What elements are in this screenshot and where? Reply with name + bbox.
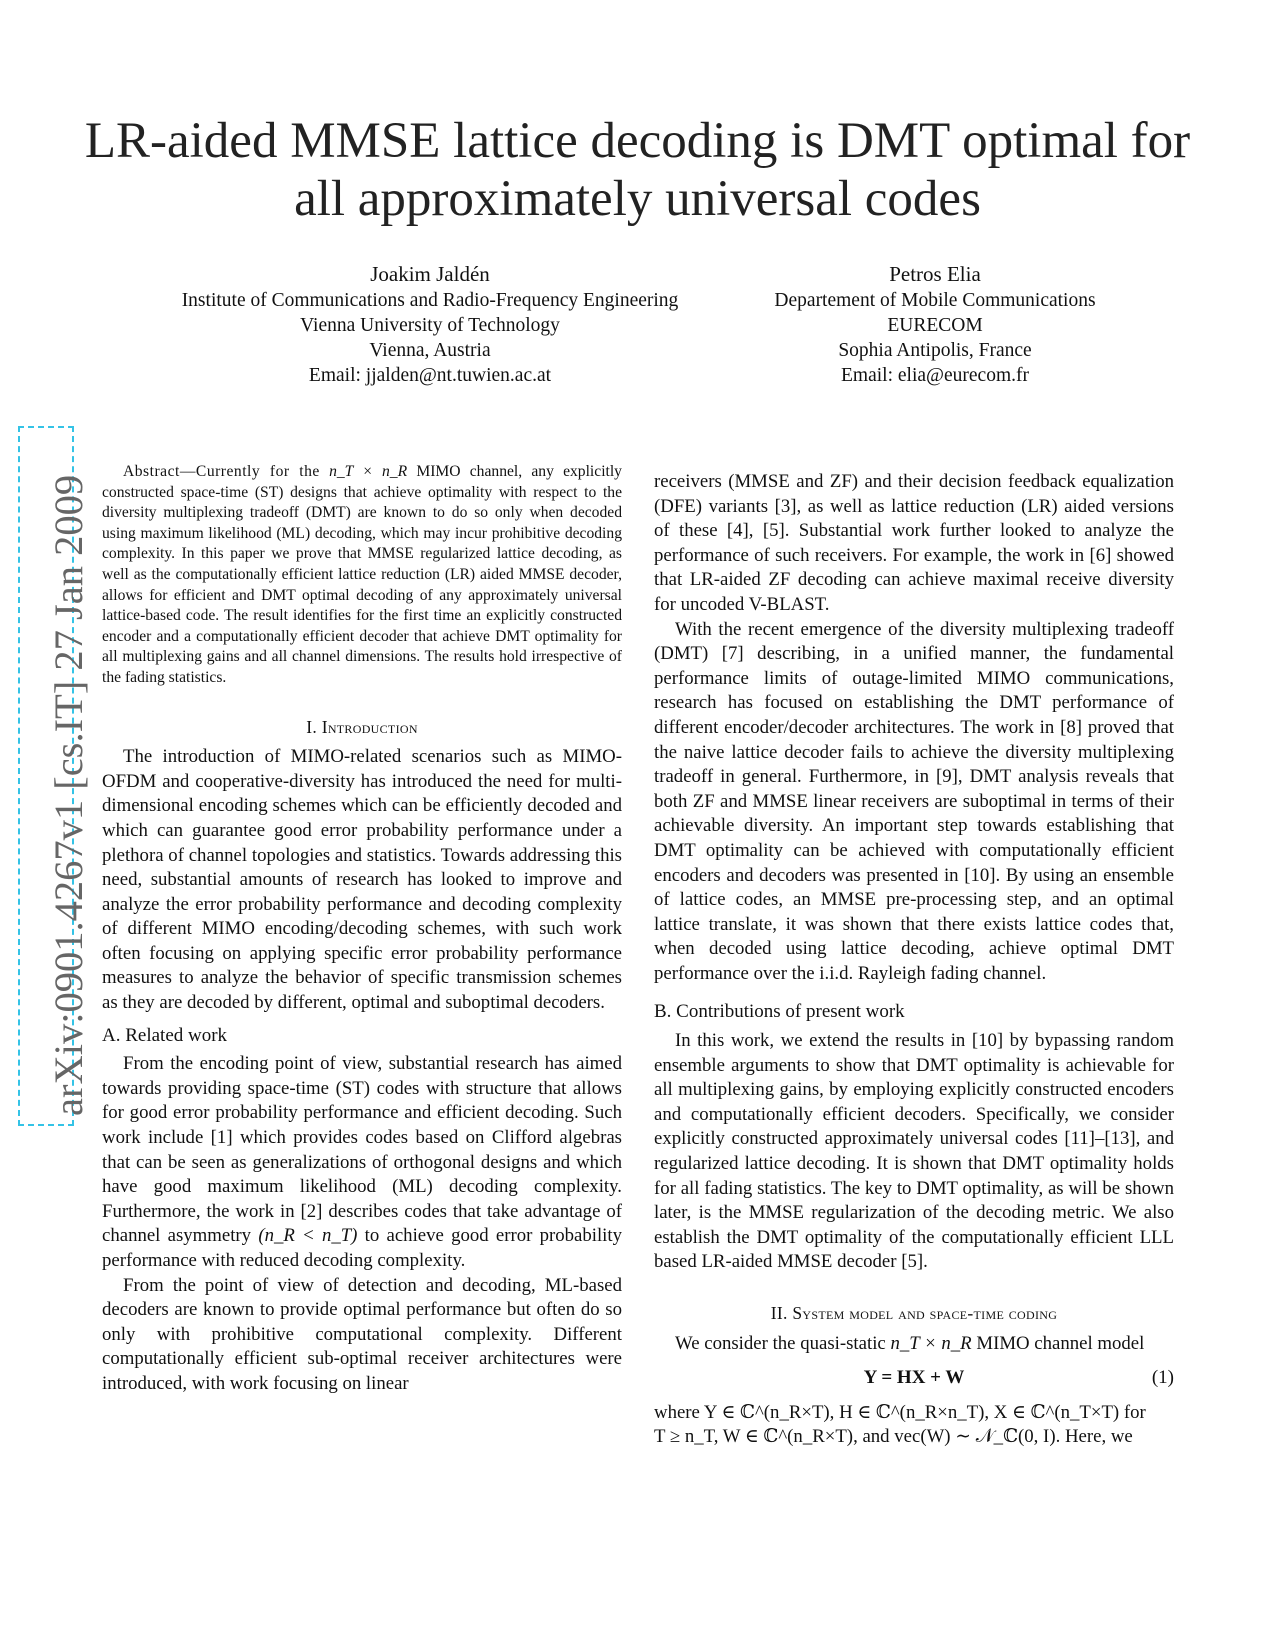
text-run: MIMO channel model	[976, 1332, 1145, 1354]
section-heading-system-model	[654, 1301, 1174, 1326]
text-run: T ≥ n_T, W ∈ ℂ^(n_R×T), and vec(W) ∼ 𝒩_ℂ(0, I). Here, we	[654, 1426, 1133, 1448]
arxiv-identifier: arXiv:0901.4267v1 [cs.IT] 27 Jan 2009	[46, 474, 91, 1116]
paragraph	[654, 1332, 1174, 1357]
author-location: Vienna, Austria	[369, 340, 491, 361]
paragraph	[654, 1401, 1174, 1450]
paper-title: LR-aided MMSE lattice decoding is DMT optimal for all approximately universal codes	[84, 113, 1191, 227]
author-name: Petros Elia	[889, 262, 981, 286]
author-email: Email: jjalden@nt.tuwien.ac.at	[308, 365, 552, 386]
section-heading-introduction	[102, 715, 622, 740]
equation-body: Y = HX + W	[863, 1367, 965, 1389]
abstract-text: MIMO channel, any explicitly constructed space-time (ST) designs that achieve optimality with respect to the diversity multiplexing tradeoff (DMT) are known to do so only when decoded using maximum likelihood (ML) decoding, which may incur prohibitive decoding complexity. In this paper we prove that MMSE regularized lattice decoding, as well as the computationally efficient lattice reduction (LR) aided MMSE decoder, allows for efficient and DMT optimal decoding of any approximately universal lattice-based code. The result identifies for the first time an explicitly constructed encoder and a computationally efficient decoder that achieve DMT optimality for all multiplexing gains and all channel dimensions. The results hold irrespective of the fading statistics.	[102, 463, 622, 686]
right-column	[654, 470, 1174, 1450]
section-number: I.	[306, 716, 318, 737]
author-block-2	[735, 262, 1135, 388]
equation-1	[654, 1366, 1174, 1391]
author-name: Joakim Jaldén	[370, 262, 490, 286]
paragraph: In this work, we extend the results in [10] by bypassing random ensemble arguments to show that DMT optimality is achievable for all multiplexing gains, by employing explicitly constructed encoders and computationally efficient decoders. Specifically, we consider explicitly constructed approximately universal codes [11]–[13], and regularized lattice decoding. It is shown that DMT optimality holds for all fading statistics. The key to DMT optimality, as will be shown later, is the MMSE regularization of the decoding metric. We also establish the DMT optimality of the computationally efficient LLL based LR-aided MMSE decoder [5].	[654, 1030, 1174, 1273]
text-run: We consider the quasi-static	[675, 1332, 886, 1354]
author-affiliation: Institute of Communications and Radio-Frequency Engineering	[181, 290, 679, 311]
left-column	[102, 462, 622, 1397]
text-run: From the encoding point of view, substantial research has aimed towards providing space-time (ST) codes with structure that allows for good error probability performance and efficient decoding. Such work include [1] which provides codes based on Clifford algebras that can be seen as generalizations of orthogonal designs and which have good maximum likelihood (ML) decoding complexity. Furthermore, the work in [2] describes codes that take advantage of channel asymmetry	[102, 1053, 622, 1247]
section-title: Introduction	[321, 716, 418, 737]
inline-math: (n_R < n_T)	[258, 1225, 358, 1247]
paragraph	[102, 1052, 622, 1273]
section-number: II.	[770, 1303, 788, 1323]
abstract-lead: Abstract—Currently for the	[123, 463, 320, 480]
paragraph-continued: receivers (MMSE and ZF) and their decision feedback equalization (DFE) variants [3], as well as lattice reduction (LR) aided versions of these [4], [5]. Substantial work further looked to analyze the performance of such receivers. For example, the work in [6] showed that LR-aided ZF decoding can achieve maximal receive diversity for uncoded V-BLAST.	[654, 471, 1174, 615]
equation-number: (1)	[1151, 1367, 1174, 1389]
author-university: Vienna University of Technology	[300, 315, 560, 336]
paragraph: The introduction of MIMO-related scenarios such as MIMO-OFDM and cooperative-diversity has introduced the need for multi-dimensional encoding schemes which can be efficiently decoded and which can guarantee good error probability performance under a plethora of channel topologies and statistics. Towards addressing this need, substantial amounts of research has looked to improve and analyze the error probability performance and decoding complexity of different MIMO encoding/decoding schemes, with such work often focusing on applying specific error probability performance measures to analyze the behavior of specific transmission schemes as they are decoded by different, optimal and suboptimal decoders.	[102, 746, 622, 1014]
author-email: Email: elia@eurecom.fr	[841, 365, 1029, 386]
section-title: System model and space-time coding	[792, 1303, 1058, 1323]
subsection-heading: A. Related work	[102, 1024, 228, 1046]
inline-math: n_T × n_R	[890, 1332, 972, 1354]
text-run: to achieve good error probability performance with reduced decoding complexity.	[102, 1225, 622, 1271]
author-location: Sophia Antipolis, France	[838, 340, 1032, 361]
subsection-heading: B. Contributions of present work	[654, 1001, 905, 1023]
text-run: where Y ∈ ℂ^(n_R×T), H ∈ ℂ^(n_R×n_T), X ∈ ℂ^(n_T×T) for	[654, 1401, 1146, 1423]
paragraph: With the recent emergence of the diversity multiplexing tradeoff (DMT) [7] describing, in a unified manner, the fundamental performance limits of outage-limited MIMO communications, research has focused on establishing the DMT performance of different encoder/decoder architectures. The work in [8] proved that the naive lattice decoder fails to achieve the diversity multiplexing tradeoff in general. Furthermore, in [9], DMT analysis reveals that both ZF and MMSE linear receivers are suboptimal in terms of their achievable diversity. An important step towards establishing that DMT optimality can be achieved with computationally efficient encoders and decoders was presented in [10]. By using an ensemble of lattice codes, an MMSE pre-processing step, and an optimal lattice translate, it was shown that there exists lattice codes that, when decoded using lattice decoding, achieve optimal DMT performance over the i.i.d. Rayleigh fading channel.	[654, 618, 1174, 984]
author-affiliation: Departement of Mobile Communications	[774, 290, 1096, 311]
abstract	[102, 462, 622, 689]
abstract-math: n_T × n_R	[329, 463, 408, 480]
paragraph: From the point of view of detection and decoding, ML-based decoders are known to provide optimal performance but often do so only with prohibitive computational complexity. Different computationally efficient sub-optimal receiver architectures were introduced, with work focusing on linear	[102, 1274, 622, 1394]
author-block-1	[140, 262, 720, 388]
author-university: EURECOM	[887, 315, 983, 336]
